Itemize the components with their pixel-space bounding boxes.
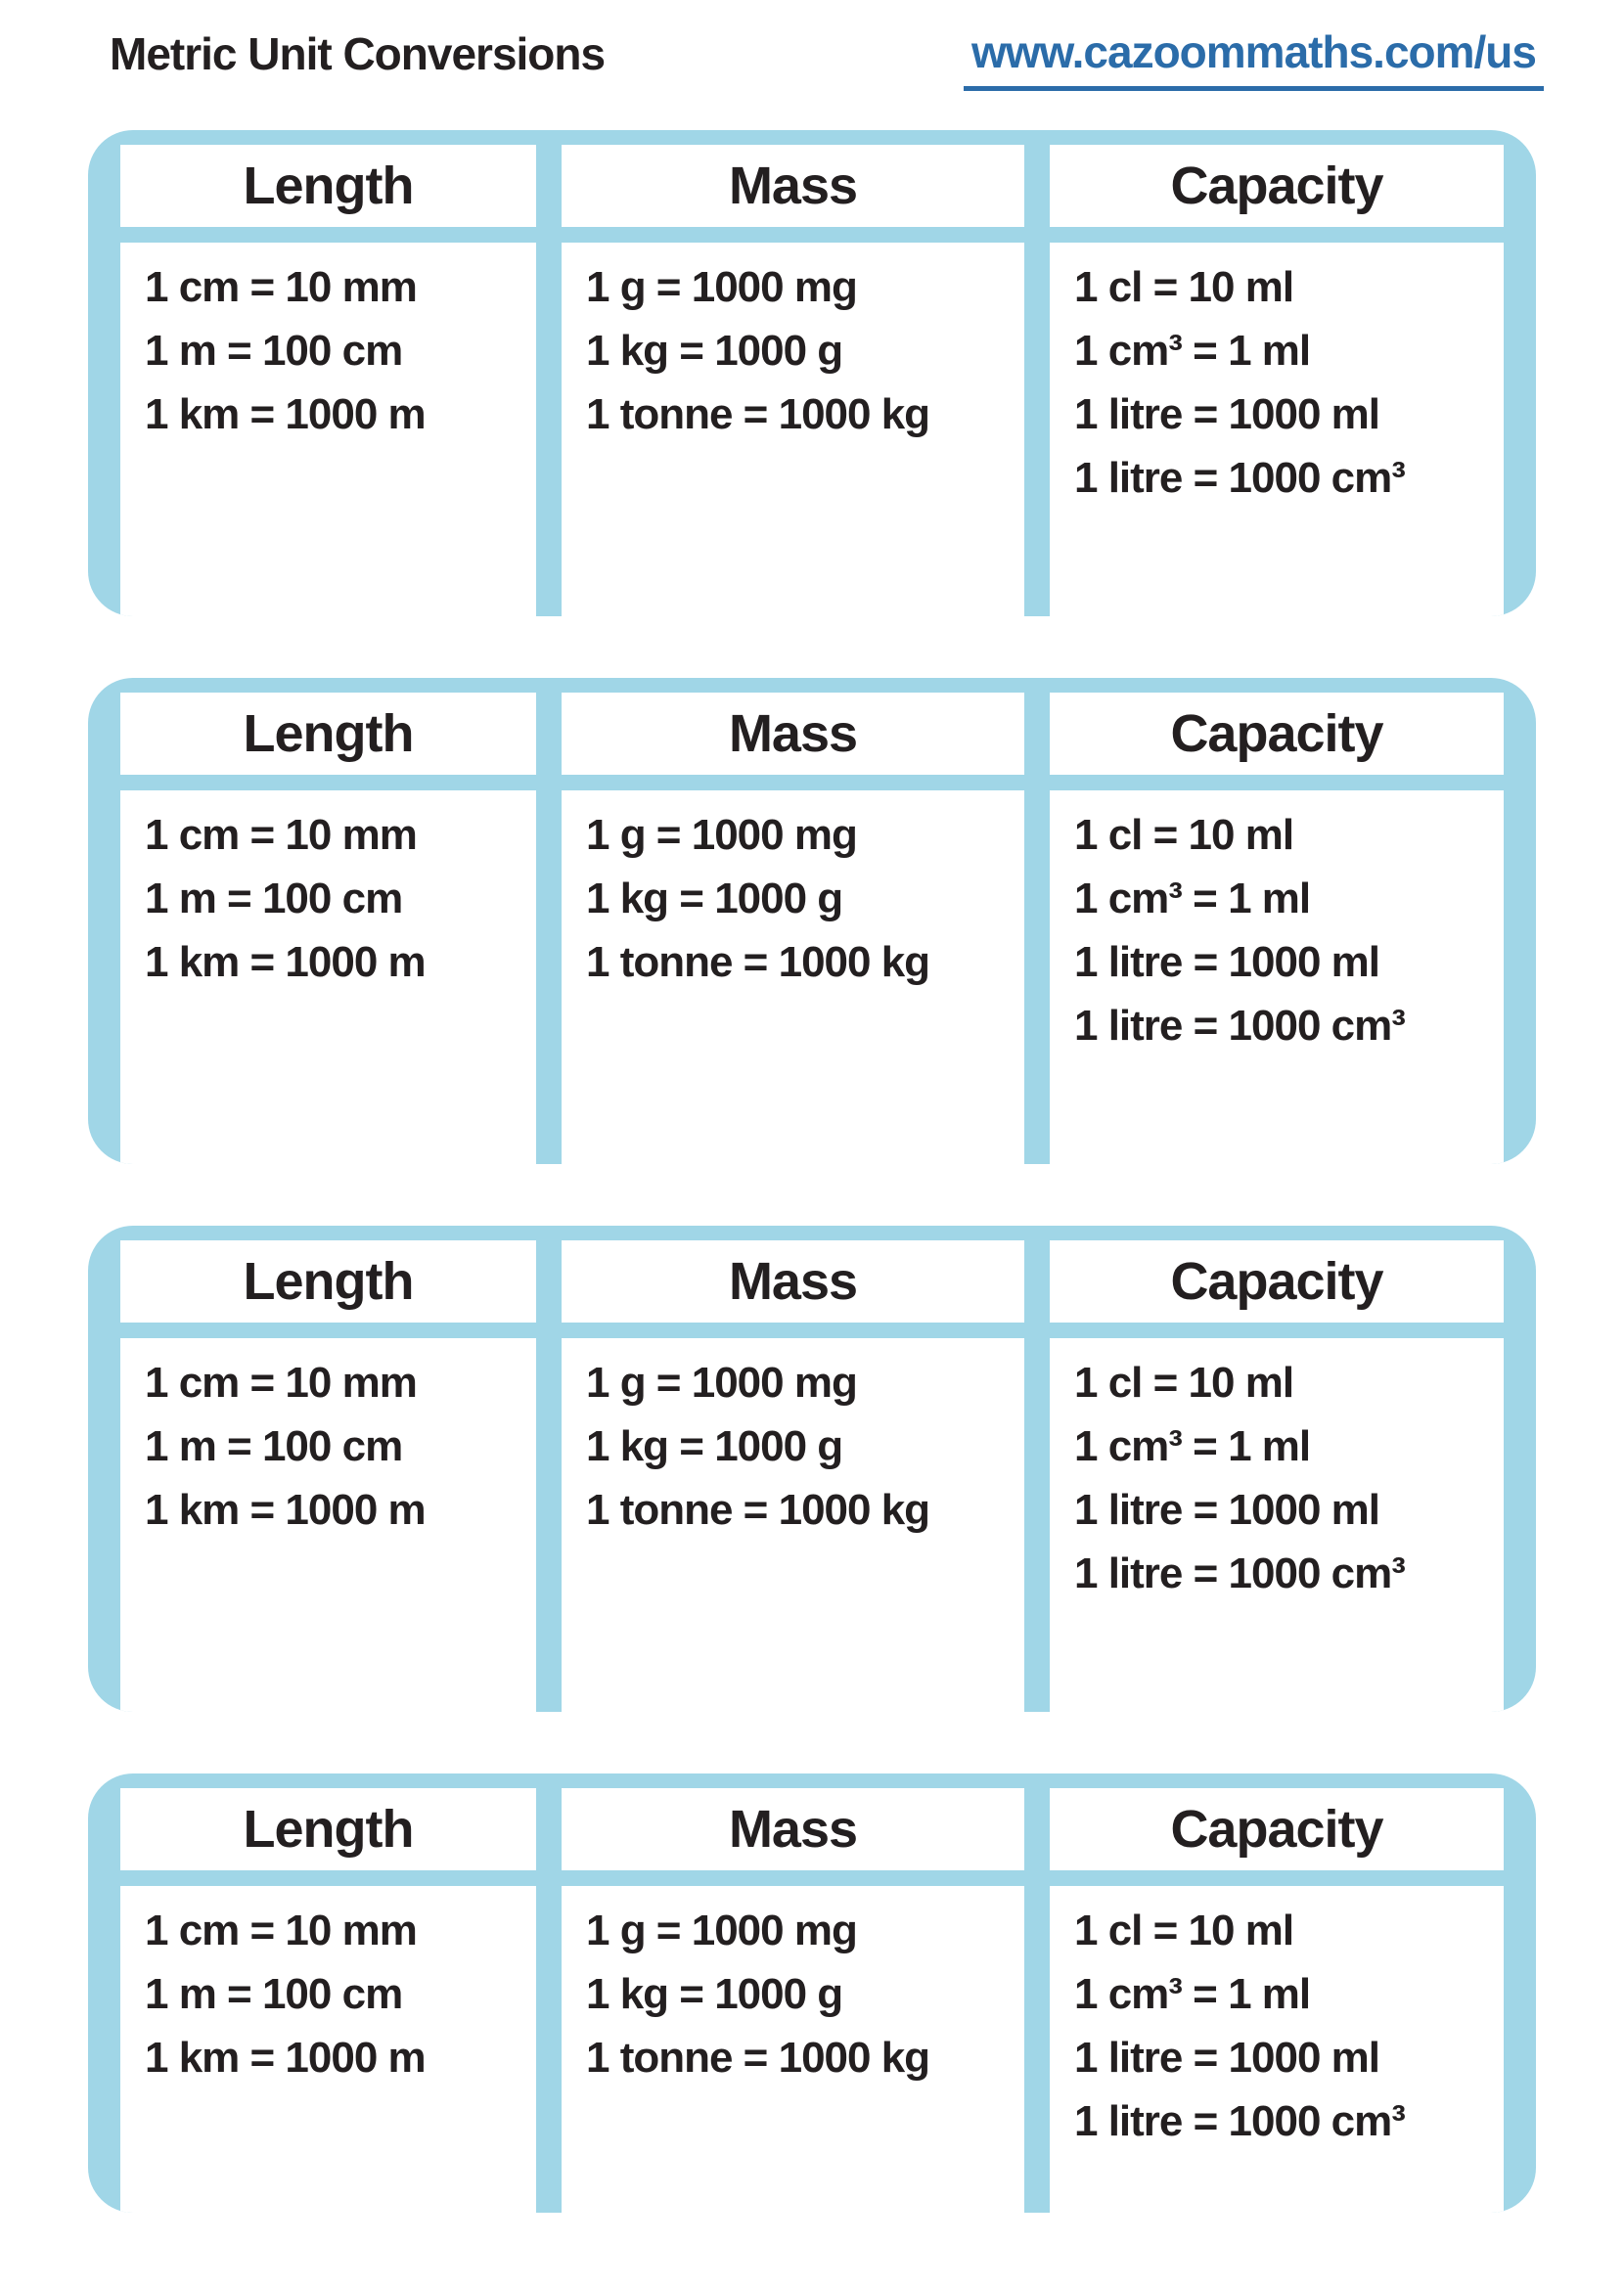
conversion-fact: 1 g = 1000 mg: [586, 263, 857, 311]
conversion-fact: 1 g = 1000 mg: [586, 1907, 857, 1954]
conversion-fact: 1 kg = 1000 g: [586, 327, 843, 375]
column-header: Mass: [562, 145, 1024, 227]
column-body: [1050, 243, 1504, 616]
column-header: Mass: [562, 1240, 1024, 1323]
conversion-fact: 1 cm = 10 mm: [145, 1907, 417, 1954]
conversion-fact: 1 m = 100 cm: [145, 875, 403, 922]
conversion-fact: 1 km = 1000 m: [145, 938, 426, 986]
conversion-fact: 1 litre = 1000 ml: [1074, 2034, 1379, 2082]
conversion-fact: 1 kg = 1000 g: [586, 1422, 843, 1470]
conversion-fact: 1 litre = 1000 cm³: [1074, 454, 1405, 502]
conversion-card: [88, 1226, 1536, 1712]
cards-container: [0, 130, 1624, 2213]
column-body: [120, 790, 536, 1164]
column-header: Mass: [562, 693, 1024, 775]
column-header: Mass: [562, 1788, 1024, 1870]
conversion-fact: 1 m = 100 cm: [145, 1970, 403, 2018]
page-header: [0, 0, 1624, 130]
column-header: Capacity: [1050, 1240, 1504, 1323]
conversion-fact: 1 cl = 10 ml: [1074, 1359, 1294, 1407]
conversion-fact: 1 tonne = 1000 kg: [586, 938, 930, 986]
column-body: [562, 1338, 1024, 1712]
conversion-fact: 1 m = 100 cm: [145, 327, 403, 375]
conversion-fact: 1 litre = 1000 ml: [1074, 390, 1379, 438]
conversion-fact: 1 litre = 1000 ml: [1074, 938, 1379, 986]
card-column: [562, 1788, 1024, 2213]
conversion-fact: 1 cm³ = 1 ml: [1074, 1422, 1311, 1470]
column-header: Capacity: [1050, 1788, 1504, 1870]
column-header: Length: [120, 1788, 536, 1870]
column-body: [120, 243, 536, 616]
card-column: [1050, 145, 1504, 616]
card-column: [120, 693, 536, 1164]
conversion-fact: 1 cm = 10 mm: [145, 263, 417, 311]
conversion-fact: 1 km = 1000 m: [145, 2034, 426, 2082]
column-header: Capacity: [1050, 145, 1504, 227]
page-title: Metric Unit Conversions: [110, 28, 606, 79]
conversion-fact: 1 cm³ = 1 ml: [1074, 875, 1311, 922]
column-body: [562, 790, 1024, 1164]
conversion-fact: 1 cl = 10 ml: [1074, 811, 1294, 859]
conversion-fact: 1 kg = 1000 g: [586, 1970, 843, 2018]
conversion-fact: 1 kg = 1000 g: [586, 875, 843, 922]
card-column: [562, 145, 1024, 616]
card-column: [1050, 693, 1504, 1164]
column-body: [562, 243, 1024, 616]
conversion-fact: 1 litre = 1000 cm³: [1074, 2097, 1405, 2145]
card-column: [120, 1788, 536, 2213]
site-link[interactable]: www.cazoommaths.com/us: [964, 25, 1544, 91]
conversion-card: [88, 678, 1536, 1164]
conversion-fact: 1 km = 1000 m: [145, 1486, 426, 1534]
conversion-fact: 1 cm = 10 mm: [145, 1359, 417, 1407]
column-header: Length: [120, 145, 536, 227]
conversion-fact: 1 g = 1000 mg: [586, 1359, 857, 1407]
conversion-fact: 1 cl = 10 ml: [1074, 1907, 1294, 1954]
conversion-fact: 1 m = 100 cm: [145, 1422, 403, 1470]
conversion-fact: 1 tonne = 1000 kg: [586, 1486, 930, 1534]
column-header: Capacity: [1050, 693, 1504, 775]
column-body: [120, 1886, 536, 2213]
conversion-fact: 1 cm = 10 mm: [145, 811, 417, 859]
column-body: [120, 1338, 536, 1712]
card-column: [120, 145, 536, 616]
column-body: [1050, 1886, 1504, 2213]
conversion-fact: 1 cm³ = 1 ml: [1074, 327, 1311, 375]
conversion-fact: 1 tonne = 1000 kg: [586, 2034, 930, 2082]
conversion-fact: 1 cl = 10 ml: [1074, 263, 1294, 311]
column-body: [1050, 790, 1504, 1164]
conversion-fact: 1 litre = 1000 cm³: [1074, 1549, 1405, 1597]
card-column: [562, 1240, 1024, 1712]
card-column: [562, 693, 1024, 1164]
conversion-card: [88, 130, 1536, 616]
column-body: [562, 1886, 1024, 2213]
conversion-fact: 1 litre = 1000 cm³: [1074, 1002, 1405, 1050]
card-column: [1050, 1788, 1504, 2213]
column-body: [1050, 1338, 1504, 1712]
conversion-fact: 1 km = 1000 m: [145, 390, 426, 438]
conversion-card: [88, 1773, 1536, 2213]
conversion-fact: 1 litre = 1000 ml: [1074, 1486, 1379, 1534]
card-column: [120, 1240, 536, 1712]
conversion-fact: 1 cm³ = 1 ml: [1074, 1970, 1311, 2018]
column-header: Length: [120, 1240, 536, 1323]
conversion-fact: 1 g = 1000 mg: [586, 811, 857, 859]
column-header: Length: [120, 693, 536, 775]
conversion-fact: 1 tonne = 1000 kg: [586, 390, 930, 438]
card-column: [1050, 1240, 1504, 1712]
